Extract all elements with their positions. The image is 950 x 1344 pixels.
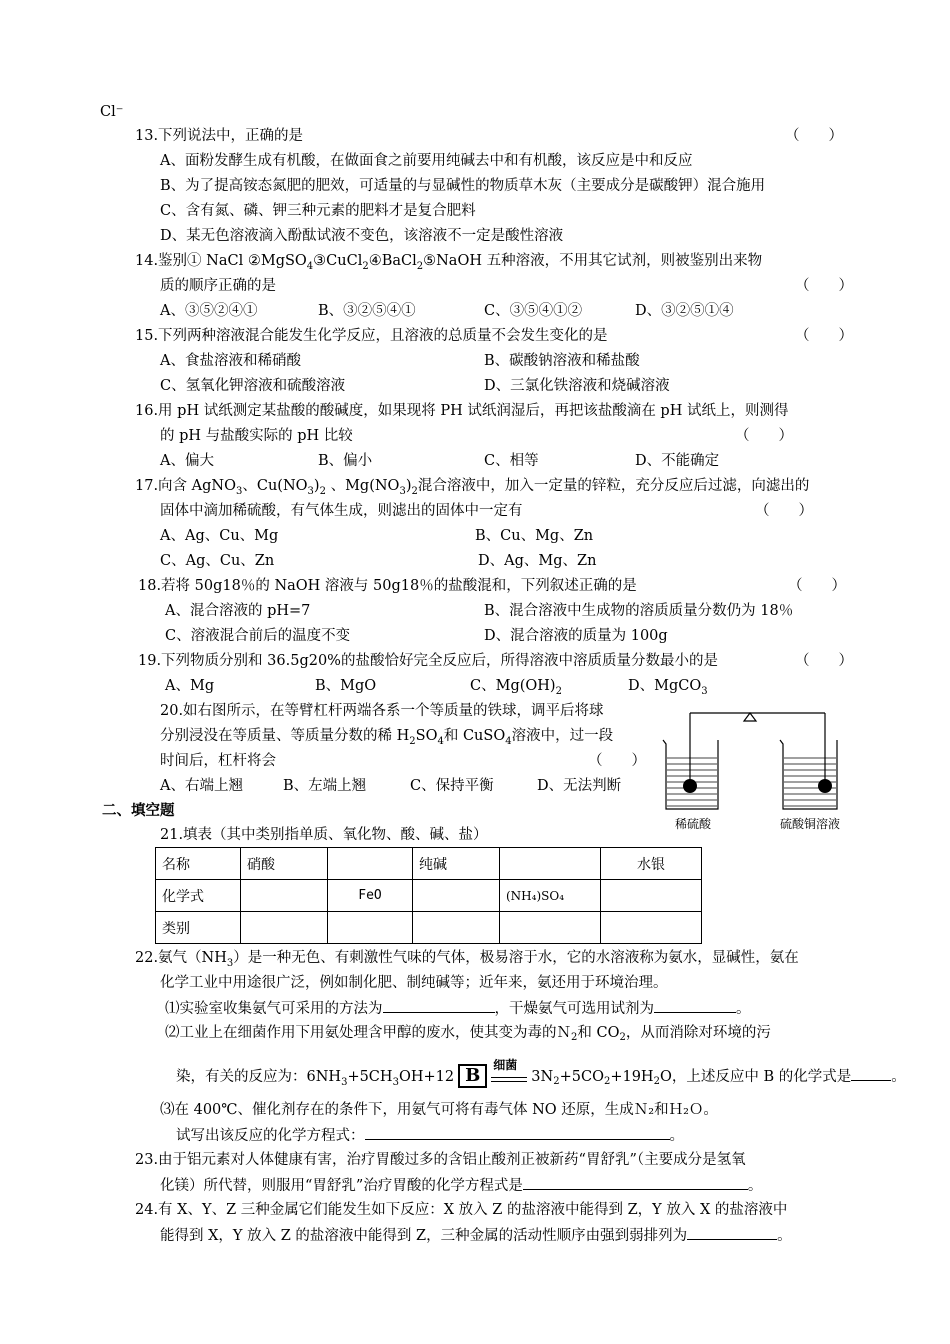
q19-option-d bbox=[628, 676, 708, 702]
q14-stem-part: ④BaCl bbox=[368, 253, 417, 269]
q22-p1-text: ⑴实验室收集氨气可采用的方法为 bbox=[165, 1001, 383, 1017]
table-cell: 化学式 bbox=[156, 880, 241, 912]
q18-option-d: D、混合溶液的质量为 100g bbox=[484, 628, 668, 644]
q17-option-a: A、Ag、Cu、Mg bbox=[160, 528, 279, 544]
q20-option-b: B、左端上翘 bbox=[283, 778, 367, 794]
table-cell[interactable] bbox=[601, 912, 702, 944]
q17-part: 混合溶液中，加入一定量的锌粒，充分反应后过滤，向滤出的 bbox=[417, 478, 810, 494]
q22-sub: 3 bbox=[226, 957, 234, 969]
table-cell: 水银 bbox=[601, 848, 702, 880]
table-cell[interactable] bbox=[601, 880, 702, 912]
q24-answer-blank[interactable] bbox=[687, 1225, 777, 1240]
q18-option-c: C、溶液混合前后的温度不变 bbox=[165, 628, 351, 644]
table-cell: 类别 bbox=[156, 912, 241, 944]
table-cell: 硝酸 bbox=[241, 848, 328, 880]
q19-option-c-text: C、Mg(OH) bbox=[470, 678, 556, 694]
q22-eq-part: OH+12 bbox=[398, 1069, 455, 1085]
table-row bbox=[156, 880, 702, 912]
table-cell[interactable] bbox=[500, 848, 601, 880]
q22-p2-text: ⑵工业上在细菌作用下用氨处理含甲醇的废水，使其变为毒的Ｎ bbox=[165, 1025, 571, 1041]
q16-option-b: B、偏小 bbox=[318, 453, 373, 469]
q22-p1-text: ，干燥氨气可选用试剂为 bbox=[494, 1001, 654, 1017]
q22-answer-blank-4[interactable] bbox=[365, 1125, 670, 1140]
q16-answer-paren[interactable]: （ ） bbox=[735, 428, 793, 444]
q14-sub: 4 bbox=[306, 260, 314, 272]
q14-stem-part: ⑤NaOH 五种溶液，不用其它试剂，则被鉴别出来物 bbox=[423, 253, 763, 269]
lever-beaker-figure bbox=[660, 700, 860, 835]
q15-option-a: A、食盐溶液和稀硝酸 bbox=[160, 353, 301, 369]
q22-eq-part: +5CO bbox=[559, 1069, 604, 1085]
b-unknown-box: B bbox=[458, 1064, 487, 1088]
q17-part: ) bbox=[405, 478, 412, 494]
q17-option-d: D、Ag、Mg、Zn bbox=[478, 553, 597, 569]
q15-option-c: C、氢氧化钾溶液和硫酸溶液 bbox=[160, 378, 346, 394]
q22-part3-line2 bbox=[176, 1125, 684, 1146]
q16-option-d: D、不能确定 bbox=[635, 453, 720, 469]
q17-part: 、Cu(NO bbox=[242, 478, 308, 494]
table-cell[interactable] bbox=[328, 848, 413, 880]
q22-eq-part: 3N bbox=[531, 1069, 554, 1085]
q22-part: ）是一种无色、有刺激性气味的气体，极易溶于水，它的水溶液称为氨水，显碱性，氨在 bbox=[233, 950, 799, 966]
q22-part3-line1: ⑶在 400℃、催化剂存在的条件下，用氨气可将有毒气体 NO 还原，生成Ｎ₂和Ｈ₂Ｏ。 bbox=[160, 1102, 718, 1118]
q22-sub-2b: 2 bbox=[619, 1032, 626, 1043]
q22-sub-h2o: 2 bbox=[653, 1076, 660, 1087]
q22-eq-part: +19H bbox=[610, 1069, 654, 1085]
q19-option-c bbox=[470, 676, 562, 702]
q20-sub: 2 bbox=[409, 735, 416, 747]
table-cell: (NH₄)SO₄ bbox=[500, 880, 601, 912]
q22-p3-end: 。 bbox=[669, 1128, 684, 1144]
q17-option-b: B、Cu、Mg、Zn bbox=[475, 528, 594, 544]
section-heading: 二、填空题 bbox=[102, 802, 175, 819]
q23-line1: 23.由于铝元素对人体健康有害，治疗胃酸过多的含铝止酸剂正被新药“胃舒乳”（主要成分是氢氧 bbox=[135, 1152, 746, 1168]
q13-option-d: D、某无色溶液滴入酚酞试液不变色，该溶液不一定是酸性溶液 bbox=[160, 228, 564, 244]
q14-sub: 2 bbox=[416, 260, 424, 272]
q15-option-b: B、碳酸钠溶液和稀盐酸 bbox=[484, 353, 640, 369]
q17-sub: 3 bbox=[307, 485, 314, 497]
q14-option-a: A、③⑤②④① bbox=[160, 303, 258, 319]
q24-end: 。 bbox=[777, 1228, 792, 1244]
q13-option-a: A、面粉发酵生成有机酸，在做面食之前要用纯碱去中和有机酸，该反应是中和反应 bbox=[160, 153, 693, 169]
q18-option-a: A、混合溶液的 pH=7 bbox=[165, 603, 311, 619]
q21-fill-table bbox=[155, 847, 702, 944]
q14-stem-part: ③CuCl bbox=[313, 253, 363, 269]
q20-option-d: D、无法判断 bbox=[537, 778, 622, 794]
q17-stem-line2: 固体中滴加稀硫酸，有气体生成，则滤出的固体中一定有 bbox=[160, 503, 523, 519]
q16-stem-line1: 16.用 pH 试纸测定某盐酸的酸碱度，如果现将 PH 试纸润湿后，再把该盐酸滴在 pH 试纸上，则测得 bbox=[135, 403, 789, 419]
q22-sub-n2: 2 bbox=[553, 1076, 560, 1087]
q13-option-c: C、含有氮、磷、钾三种元素的肥料才是复合肥料 bbox=[160, 203, 476, 219]
reaction-arrow-icon bbox=[491, 1058, 527, 1087]
arrow-condition-label: 细菌 bbox=[493, 1058, 518, 1072]
q24-text: 能得到 X，Y 放入 Z 的盐溶液中能得到 Z，三种金属的活动性顺序由强到弱排列为 bbox=[160, 1228, 688, 1244]
table-cell: 纯碱 bbox=[413, 848, 500, 880]
q16-option-c: C、相等 bbox=[484, 453, 539, 469]
right-iron-ball bbox=[818, 779, 832, 793]
q15-stem: 15.下列两种溶液混合能发生化学反应，且溶液的总质量不会发生变化的是 bbox=[135, 328, 608, 344]
q20-stem-line2 bbox=[160, 726, 613, 752]
q17-sub: 2 bbox=[319, 485, 326, 497]
q20-option-a: A、右端上翘 bbox=[160, 778, 243, 794]
header-fragment: Cl⁻ bbox=[100, 104, 124, 120]
q14-stem bbox=[135, 251, 762, 277]
q19-stem: 19.下列物质分别和 36.5g20%的盐酸恰好完全反应后，所得溶液中溶质质量分数最小的是 bbox=[138, 653, 718, 669]
q24-line1: 24.有 X、Y、Z 三种金属它们能发生如下反应：X 放入 Z 的盐溶液中能得到 Z，Y 放入 X 的盐溶液中 bbox=[135, 1202, 788, 1218]
q17-sub: 2 bbox=[411, 485, 418, 497]
q20-sub: 4 bbox=[505, 735, 512, 747]
q22-p2-text: ，从而消除对环境的污 bbox=[625, 1025, 771, 1041]
table-cell: 名称 bbox=[156, 848, 241, 880]
q22-sub-co2: 2 bbox=[603, 1076, 611, 1087]
q22-part2-line1 bbox=[165, 1023, 771, 1048]
right-beaker-label: 硫酸铜溶液 bbox=[780, 817, 841, 831]
q13-option-b: B、为了提高铵态氮肥的肥效，可适量的与显碱性的物质草木灰（主要成分是碳酸钾）混合施用 bbox=[160, 178, 766, 194]
q20-stem-line1: 20.如右图所示，在等臂杠杆两端各系一个等质量的铁球，调平后将球 bbox=[160, 703, 604, 719]
q17-sub: 3 bbox=[399, 485, 406, 497]
q22-eq-part: +5CH bbox=[347, 1069, 393, 1085]
q22-line2: 化学工业中用途很广泛，例如制化肥、制纯碱等；近年来，氨还用于环境治理。 bbox=[160, 975, 668, 991]
table-cell[interactable] bbox=[241, 880, 328, 912]
q23-end: 。 bbox=[747, 1178, 763, 1194]
q19-option-d-text: D、MgCO bbox=[628, 678, 702, 694]
q22-p1-end: 。 bbox=[736, 1001, 751, 1017]
q22-eq-part: O，上述反应中 B 的化学式是 bbox=[659, 1069, 852, 1085]
q17-stem-line1 bbox=[135, 476, 809, 502]
q22-sub: 3 bbox=[392, 1076, 399, 1088]
q13-stem: 13.下列说法中，正确的是 bbox=[135, 128, 304, 144]
q16-option-a: A、偏大 bbox=[160, 453, 214, 469]
q22-eq-part: 染，有关的反应为：6NH bbox=[176, 1069, 342, 1085]
left-iron-ball bbox=[683, 779, 697, 793]
q23-text: 化镁）所代替，则服用“胃舒乳”治疗胃酸的化学方程式是 bbox=[160, 1178, 523, 1194]
q22-answer-blank-3[interactable] bbox=[851, 1066, 891, 1081]
q17-sub: 3 bbox=[236, 485, 243, 497]
q20-sub: 4 bbox=[437, 735, 444, 747]
q19-option-b: B、MgO bbox=[315, 678, 377, 694]
q14-option-d: D、③②⑤①④ bbox=[635, 303, 734, 319]
q21-stem: 21.填表（其中类别指单质、氧化物、酸、碱、盐） bbox=[160, 827, 488, 843]
q17-option-c: C、Ag、Cu、Zn bbox=[160, 553, 275, 569]
table-cell[interactable] bbox=[413, 880, 500, 912]
q22-sub: 3 bbox=[341, 1076, 348, 1088]
table-cell[interactable] bbox=[500, 912, 601, 944]
q22-p2-text: 和 CO bbox=[577, 1025, 620, 1041]
q19-answer-paren[interactable]: （ ） bbox=[795, 653, 853, 669]
q13-answer-paren[interactable]: （ ） bbox=[785, 128, 843, 144]
q17-answer-paren[interactable]: （ ） bbox=[755, 503, 813, 519]
q14-stem-part: 14.鉴别① NaCl ②MgSO bbox=[135, 253, 307, 269]
q18-answer-paren[interactable]: （ ） bbox=[788, 578, 846, 594]
q17-part: ) bbox=[313, 478, 320, 494]
q14-sub: 2 bbox=[362, 260, 369, 272]
q24-line2 bbox=[160, 1225, 792, 1246]
q15-answer-paren[interactable]: （ ） bbox=[795, 328, 853, 344]
q20-part: 溶液中，过一段 bbox=[511, 728, 614, 744]
q18-stem: 18.若将 50g18％的 NaOH 溶液与 50g18％的盐酸混和，下列叙述正确的是 bbox=[138, 578, 637, 594]
q22-line1 bbox=[135, 948, 799, 974]
table-cell[interactable] bbox=[241, 912, 328, 944]
lever-apparatus bbox=[690, 713, 825, 786]
q20-answer-paren[interactable]: （ ） bbox=[588, 753, 646, 769]
q23-line2 bbox=[160, 1175, 762, 1196]
q16-stem-line2: 的 pH 与盐酸实际的 pH 比较 bbox=[160, 428, 353, 444]
table-row bbox=[156, 848, 702, 880]
q17-part: 、Mg(NO bbox=[325, 478, 400, 494]
right-beaker bbox=[780, 740, 837, 809]
q19-sub: 2 bbox=[555, 685, 562, 697]
q20-stem-line3: 时间后，杠杆将会 bbox=[160, 753, 276, 769]
q19-sub: 3 bbox=[701, 685, 708, 697]
q22-part2-line2 bbox=[176, 1058, 906, 1093]
table-cell[interactable] bbox=[328, 912, 413, 944]
q22-part1 bbox=[165, 998, 751, 1019]
left-beaker-label: 稀硫酸 bbox=[675, 817, 712, 831]
q22-answer-blank-2[interactable] bbox=[654, 998, 736, 1013]
q22-sub-2: 2 bbox=[571, 1032, 578, 1043]
q15-option-d: D、三氯化铁溶液和烧碱溶液 bbox=[484, 378, 670, 394]
q20-part: 和 CuSO bbox=[443, 728, 506, 744]
q20-part: 分别浸没在等质量、等质量分数的稀 H bbox=[160, 728, 410, 744]
q17-part: 17.向含 AgNO bbox=[135, 478, 236, 494]
q22-p3-text: 试写出该反应的化学方程式： bbox=[176, 1128, 365, 1144]
q14-option-c: C、③⑤④①② bbox=[484, 303, 583, 319]
table-row bbox=[156, 912, 702, 944]
table-cell[interactable] bbox=[413, 912, 500, 944]
q14-stem-line2: 质的顺序正确的是 bbox=[160, 278, 276, 294]
q14-option-b: B、③②⑤④① bbox=[318, 303, 416, 319]
q23-answer-blank[interactable] bbox=[523, 1175, 748, 1190]
q20-option-c: C、保持平衡 bbox=[410, 778, 494, 794]
q22-part: 22.氨气（NH bbox=[135, 950, 227, 966]
q22-p2-end: 。 bbox=[891, 1069, 906, 1085]
q22-answer-blank-1[interactable] bbox=[383, 998, 495, 1013]
q14-answer-paren[interactable]: （ ） bbox=[795, 278, 853, 294]
q18-option-b: B、混合溶液中生成物的溶质质量分数仍为 18％ bbox=[484, 603, 794, 619]
table-cell: FeO bbox=[328, 880, 413, 912]
q19-option-a: A、Mg bbox=[165, 678, 215, 694]
q20-part: SO bbox=[415, 728, 438, 744]
